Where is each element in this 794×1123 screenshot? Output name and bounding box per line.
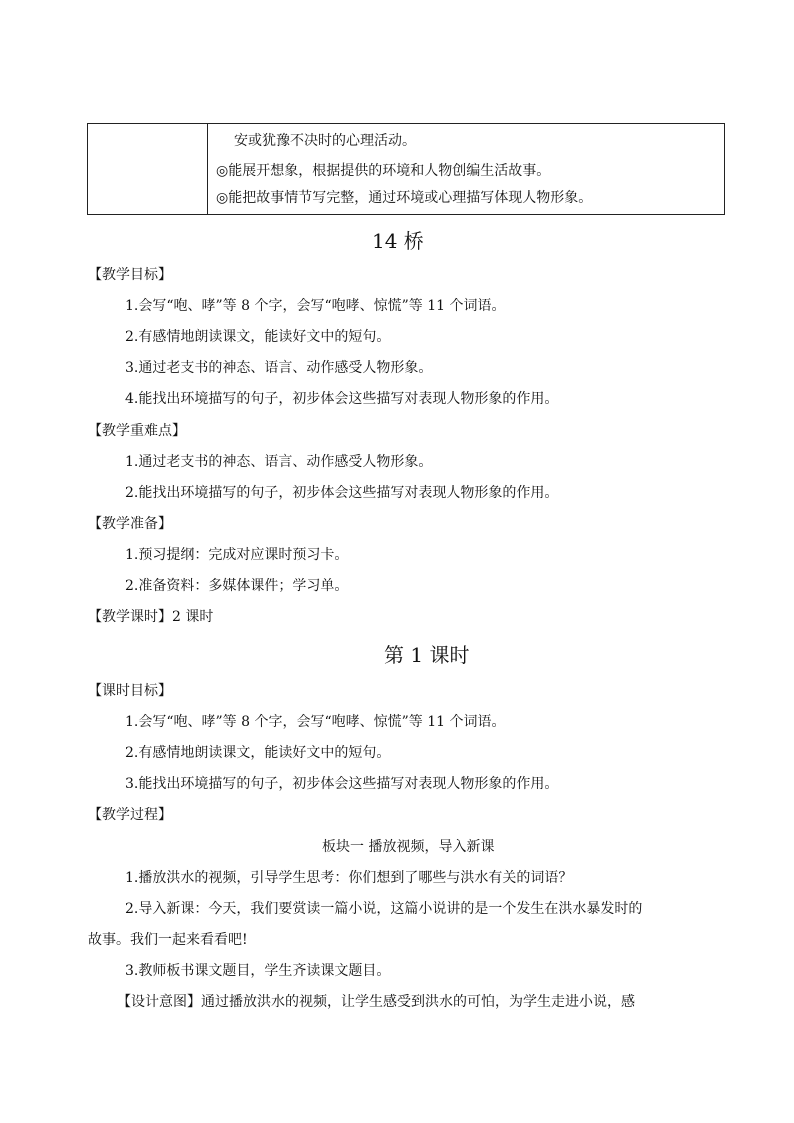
period-goal-item-3: 3.能找出环境描写的句子，初步体会这些描写对表现人物形象的作用。: [125, 776, 559, 792]
goals-heading: 【教学目标】: [88, 267, 172, 283]
process-heading: 【教学过程】: [88, 807, 172, 823]
lesson-title: 14 桥: [372, 229, 424, 253]
process-step-3: 3.教师板书课文题目，学生齐读课文题目。: [125, 963, 391, 979]
period-title: 第 1 课时: [384, 643, 470, 667]
table-line-1: 安或犹豫不决时的心理活动。: [234, 133, 416, 149]
block-one-title: 板块一 播放视频，导入新课: [322, 839, 495, 855]
design-intent: 【设计意图】通过播放洪水的视频，让学生感受到洪水的可怕，为学生走进小说，感: [117, 994, 635, 1010]
period-goal-item-1: 1.会写“咆、哮”等 8 个字，会写“咆哮、惊慌”等 11 个词语。: [125, 714, 506, 730]
prep-item-1: 1.预习提纲：完成对应课时预习卡。: [125, 547, 349, 563]
class-hours: 【教学课时】2 课时: [88, 609, 214, 625]
table-line-2: ◎能展开想象，根据提供的环境和人物创编生活故事。: [216, 163, 551, 179]
goal-item-2: 2.有感情地朗读课文，能读好文中的短句。: [125, 329, 391, 345]
goal-item-3: 3.通过老支书的神态、语言、动作感受人物形象。: [125, 360, 433, 376]
process-step-1: 1.播放洪水的视频，引导学生思考：你们想到了哪些与洪水有关的词语？: [125, 870, 573, 886]
key-points-heading: 【教学重难点】: [88, 423, 186, 439]
goal-item-1: 1.会写“咆、哮”等 8 个字，会写“咆哮、惊慌”等 11 个词语。: [125, 298, 506, 314]
table-content-cell: [216, 124, 718, 214]
table-column-divider: [207, 124, 208, 214]
process-step-2-line-1: 2.导入新课：今天，我们要赏读一篇小说，这篇小说讲的是一个发生在洪水暴发时的: [125, 901, 643, 917]
prep-heading: 【教学准备】: [88, 516, 172, 532]
prep-item-2: 2.准备资料：多媒体课件；学习单。: [125, 578, 349, 594]
key-point-item-2: 2.能找出环境描写的句子，初步体会这些描写对表现人物形象的作用。: [125, 485, 559, 501]
table-line-3: ◎能把故事情节写完整，通过环境或心理描写体现人物形象。: [216, 190, 593, 206]
period-goals-heading: 【课时目标】: [88, 683, 172, 699]
goal-item-4: 4.能找出环境描写的句子，初步体会这些描写对表现人物形象的作用。: [125, 391, 559, 407]
key-point-item-1: 1.通过老支书的神态、语言、动作感受人物形象。: [125, 454, 433, 470]
objectives-table-fragment: [87, 123, 725, 215]
period-goal-item-2: 2.有感情地朗读课文，能读好文中的短句。: [125, 745, 391, 761]
process-step-2-line-2: 故事。我们一起来看看吧!: [88, 932, 248, 948]
